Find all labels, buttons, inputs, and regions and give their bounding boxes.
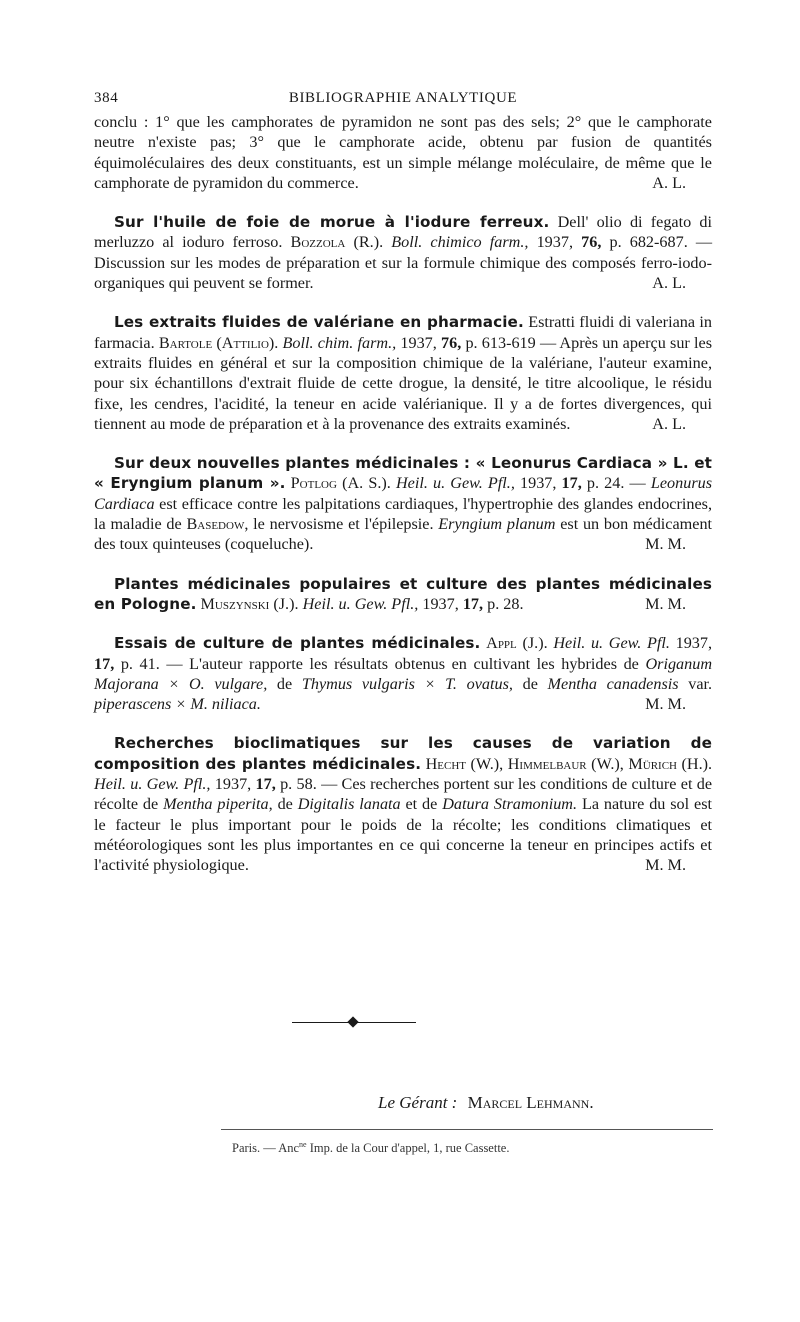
page: [94, 84, 712, 895]
entry-journal: Heil. u. Gew. Pfl.: [553, 634, 670, 653]
running-header: [94, 84, 712, 112]
entry-author-initials: (H.).: [681, 754, 713, 773]
entry-author: Hecht: [425, 754, 467, 773]
entry-author: Himmelbaur: [507, 754, 587, 773]
entry-title: Plantes médicinales populaires et culture des plantes médicinales en Pologne.: [94, 574, 712, 613]
entry-author: Bartole: [158, 333, 213, 352]
entry-signature: M. M.: [645, 535, 686, 554]
entry-author: Bozzola: [290, 233, 346, 252]
entry-year: 1937,: [536, 233, 573, 252]
entry-author: Mürich: [628, 754, 677, 773]
entry-signature: A. L.: [652, 414, 686, 433]
entry-year: 1937,: [400, 333, 437, 352]
entry-author-initials: (W.),: [591, 754, 624, 773]
entry-text-part: est efficace contre les palpitations cardiaques, l'hypertrophie des glandes endocrines, la maladie de: [94, 494, 713, 534]
entry-essais-culture: [94, 633, 712, 714]
entry-hybrid-mentha: Mentha canadensis: [547, 674, 679, 693]
divider-diamond-icon: [347, 1016, 358, 1027]
entry-pages: p. 58.: [280, 775, 317, 794]
entry-title: Recherches bioclimatiques sur les causes de variation de composition des plantes médicinales.: [94, 734, 712, 773]
entry-year: 1937,: [675, 634, 713, 653]
entry-text-part: de: [522, 674, 538, 693]
gerant-line: [378, 1093, 594, 1113]
entry-volume: 17,: [94, 654, 115, 673]
entry-volume: 17,: [255, 775, 276, 794]
footer-rule: [221, 1129, 713, 1130]
entry-huile-foie-morue: [94, 212, 712, 293]
imprint-anc: Anc: [278, 1141, 300, 1156]
entry-pages: p. 41.: [120, 654, 160, 673]
entry-title: Sur deux nouvelles plantes médicinales : « Leonurus Cardiaca » L. et « Eryngium planum ».: [94, 454, 712, 493]
entry-original-title: Dell' olio di fegato di merluzzo al ioduro ferroso.: [94, 213, 713, 252]
entry-signature: A. L.: [652, 274, 686, 293]
entry-text-part: et de: [405, 795, 438, 814]
entry-text-part: — Ces recherches portent sur les conditions de culture et de récolte de: [94, 775, 713, 814]
entry-plantes-pologne: [94, 574, 712, 615]
entry-text-part: de: [277, 795, 293, 814]
entry-signature: M. M.: [645, 594, 686, 613]
entry-journal: Heil. u. Gew. Pfl.,: [395, 474, 515, 493]
entry-text-part: — L'auteur rapporte les résultats obtenus en cultivant les hybrides de: [166, 654, 639, 673]
entry-journal: Heil. u. Gew. Pfl.,: [302, 594, 419, 613]
entry-recherches-bioclimatiques: [94, 733, 712, 875]
entry-species-eryngium: Eryngium planum: [438, 515, 556, 534]
entry-author-initials: (A. S.).: [342, 474, 391, 493]
entry-pages: p. 24.: [586, 474, 625, 493]
gerant-name: Marcel Lehmann.: [467, 1093, 594, 1112]
page-number: 384: [94, 90, 119, 106]
imprint-sup: ne: [299, 1140, 307, 1149]
entry-leonurus-eryngium: [94, 453, 712, 554]
entry-hybrid-mentha-var: piperascens × M. niliaca.: [94, 695, 261, 714]
entry-text: conclu : 1° que les camphorates de pyramidon ne sont pas des sels; 2° que le camphorate neutre n'existe pas; 3° que le camphorate acide, obtenu par fusion de quantités équimoléculaires des deux constituants, est un simple mélange moléculaire, de même que le camphorate de pyramidon du commerce.: [94, 113, 712, 192]
entry-text-part: le nervosisme et l'épilepsie.: [253, 515, 434, 534]
entry-year: 1937,: [214, 775, 252, 794]
entry-pages: p. 28.: [487, 594, 524, 613]
entry-pages: p. 613-619: [465, 333, 536, 352]
entry-author-initials: (J.).: [522, 634, 548, 653]
entry-author: Appl: [486, 634, 517, 653]
entry-text-part: La nature du sol est le facteur le plus important pour le poids de la récolte; les conditions climatiques et météorologiques sont les plus importantes en ce qui concerne la teneur en principes actifs et l'activité physiologique.: [94, 795, 713, 875]
entry-species-digitalis: Digitalis lanata: [297, 795, 401, 814]
entry-summary: — Discussion sur les modes de préparation et sur la formule chimique des composés ferro-iodo-organiques qui peuvent se former.: [94, 233, 713, 293]
entry-journal: Boll. chim. farm.,: [282, 333, 397, 352]
entry-species-mentha: Mentha piperita,: [163, 795, 273, 814]
entry-signature: M. M.: [645, 856, 686, 875]
imprint-city: Paris. —: [232, 1141, 276, 1156]
entry-signature: A. L.: [652, 173, 686, 192]
running-title: BIBLIOGRAPHIE ANALYTIQUE: [288, 90, 518, 106]
bibliography-body: [94, 112, 712, 876]
entry-author: Potlog: [290, 474, 337, 493]
entry-author-initials: (J.).: [273, 594, 299, 613]
entry-volume: 17,: [561, 474, 582, 493]
entry-volume: 76,: [581, 233, 602, 252]
entry-title: Sur l'huile de foie de morue à l'iodure ferreux.: [114, 213, 550, 232]
entry-volume: 76,: [441, 333, 462, 352]
entry-pages: p. 682-687.: [609, 233, 688, 252]
entry-author: Muszynski: [200, 594, 270, 613]
entry-journal: Boll. chimico farm.,: [391, 233, 529, 252]
entry-year: 1937,: [520, 474, 557, 493]
entry-summary: — Après un aperçu sur les extraits fluides en général et sur la composition chimique de la valériane, l'auteur examine, pour six échantillons d'extrait fluide de cette drogue, la densité, le titre alcoolique, le résidu fixe, les cendres, l'acidité, la teneur en acide valérianique. Il y a de fortes divergences, qui tiennent au mode de préparation et à la provenance des extraits examinés.: [94, 333, 712, 433]
entry-original-title: Estratti fluidi di valeriana in farmacia.: [94, 313, 712, 352]
printer-imprint: [232, 1140, 509, 1156]
entry-journal: Heil. u. Gew. Pfl.,: [94, 775, 211, 794]
entry-continuation: [94, 112, 712, 193]
entry-text-part: var.: [688, 674, 713, 693]
entry-name-basedow: Basedow,: [186, 515, 249, 534]
entry-text-part: est un bon médicament des toux quinteuses (coqueluche).: [94, 515, 713, 554]
entry-year: 1937,: [422, 594, 459, 613]
entry-extraits-fluides: [94, 312, 712, 434]
entry-volume: 17,: [462, 594, 484, 613]
entry-signature: M. M.: [645, 695, 686, 714]
entry-title: Essais de culture de plantes médicinales.: [114, 634, 481, 653]
imprint-rest: Imp. de la Cour d'appel, 1, rue Cassette.: [309, 1141, 510, 1156]
section-divider: [292, 1018, 416, 1028]
entry-species-leonurus: Leonurus Cardiaca: [94, 474, 713, 513]
entry-title: Les extraits fluides de valériane en pharmacie.: [114, 313, 524, 332]
entry-author-initials: (Attilio).: [216, 333, 279, 352]
entry-text-part: de: [276, 674, 293, 693]
entry-dash: —: [629, 474, 646, 493]
entry-author-initials: (R.).: [353, 233, 384, 252]
entry-hybrid-thymus: Thymus vulgaris × T. ovatus,: [301, 674, 513, 693]
gerant-label: Le Gérant :: [378, 1093, 458, 1112]
entry-hybrid-origanum: Origanum Majorana × O. vulgare,: [94, 654, 713, 693]
entry-author-initials: (W.),: [470, 754, 504, 773]
entry-species-datura: Datura Stramonium.: [442, 795, 578, 814]
